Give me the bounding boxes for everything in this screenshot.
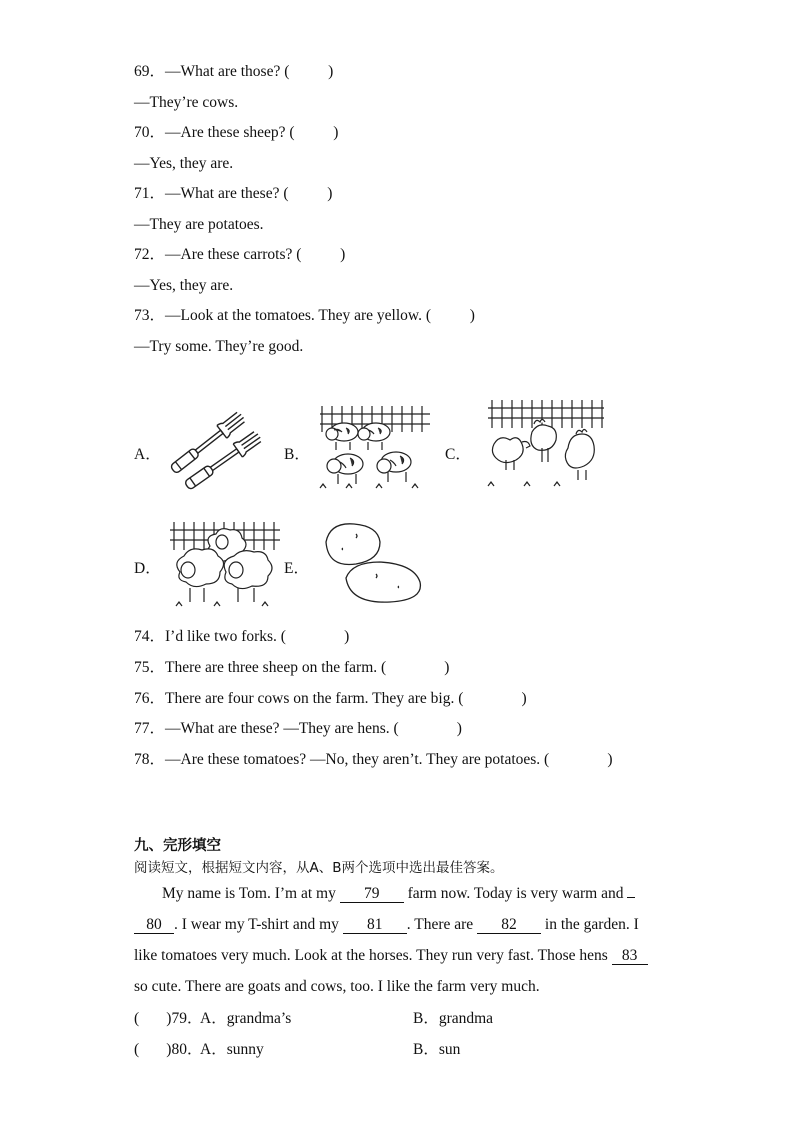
answer-73: —Try some. They’re good.	[134, 338, 304, 355]
choice-80-a[interactable]: A．sunny	[200, 1041, 264, 1058]
section-title: 九、完形填空	[134, 838, 221, 854]
question-69: 69．—What are those? ( )	[134, 63, 334, 80]
question-71: 71．—What are these? ( )	[134, 185, 333, 202]
passage-line-3: like tomatoes very much. Look at the horses. They run very fast. Those hens 83	[134, 948, 648, 965]
passage-line-2: 80 . I wear my T-shirt and my 81 . There are 82 in the garden. I	[134, 917, 639, 934]
blank-81[interactable]: 81	[343, 917, 407, 934]
choice-79-b[interactable]: B．grandma	[413, 1010, 494, 1027]
answer-72: —Yes, they are.	[134, 277, 234, 294]
option-b-label: B．	[284, 446, 310, 463]
answer-70: —Yes, they are.	[134, 155, 234, 172]
blank-82[interactable]: 82	[477, 917, 541, 934]
cows-icon	[316, 402, 434, 492]
question-70: 70．—Are these sheep? ( )	[134, 124, 339, 141]
answer-69: —They’re cows.	[134, 94, 239, 111]
blank-80-start	[627, 897, 635, 898]
choice-80-b[interactable]: B．sun	[413, 1041, 461, 1058]
potatoes-icon	[316, 518, 426, 608]
question-74: 74．I’d like two forks. ( )	[134, 628, 350, 645]
question-73: 73．—Look at the tomatoes. They are yellow. ( )	[134, 307, 475, 324]
question-76: 76．There are four cows on the farm. They are big. ( )	[134, 690, 527, 707]
blank-79[interactable]: 79	[340, 886, 404, 903]
option-e-label: E．	[284, 560, 309, 577]
choice-79-number: ( )79．	[134, 1010, 203, 1027]
option-c-label: C．	[445, 446, 471, 463]
option-a-label: A．	[134, 446, 161, 463]
blank-83[interactable]: 83	[612, 948, 648, 965]
choice-79-a[interactable]: A．grandma’s	[200, 1010, 292, 1027]
forks-icon	[165, 400, 275, 490]
passage-line-1: My name is Tom. I’m at my 79 farm now. Today is very warm and	[162, 886, 635, 903]
sheep-icon	[166, 520, 284, 610]
question-75: 75．There are three sheep on the farm. ( )	[134, 659, 450, 676]
option-d-label: D．	[134, 560, 161, 577]
question-72: 72．—Are these carrots? ( )	[134, 246, 346, 263]
passage-line-4: so cute. There are goats and cows, too. I like the farm very much.	[134, 978, 540, 995]
blank-80[interactable]: 80	[134, 917, 174, 934]
choice-80-number: ( )80．	[134, 1041, 203, 1058]
question-77: 77．—What are these? —They are hens. ( )	[134, 720, 462, 737]
answer-71: —They are potatoes.	[134, 216, 264, 233]
section-instruction: 阅读短文，根据短文内容，从A、B两个选项中选出最佳答案。	[134, 860, 504, 876]
hens-icon	[484, 398, 609, 490]
question-78: 78．—Are these tomatoes? —No, they aren’t. They are potatoes. ( )	[134, 751, 613, 768]
